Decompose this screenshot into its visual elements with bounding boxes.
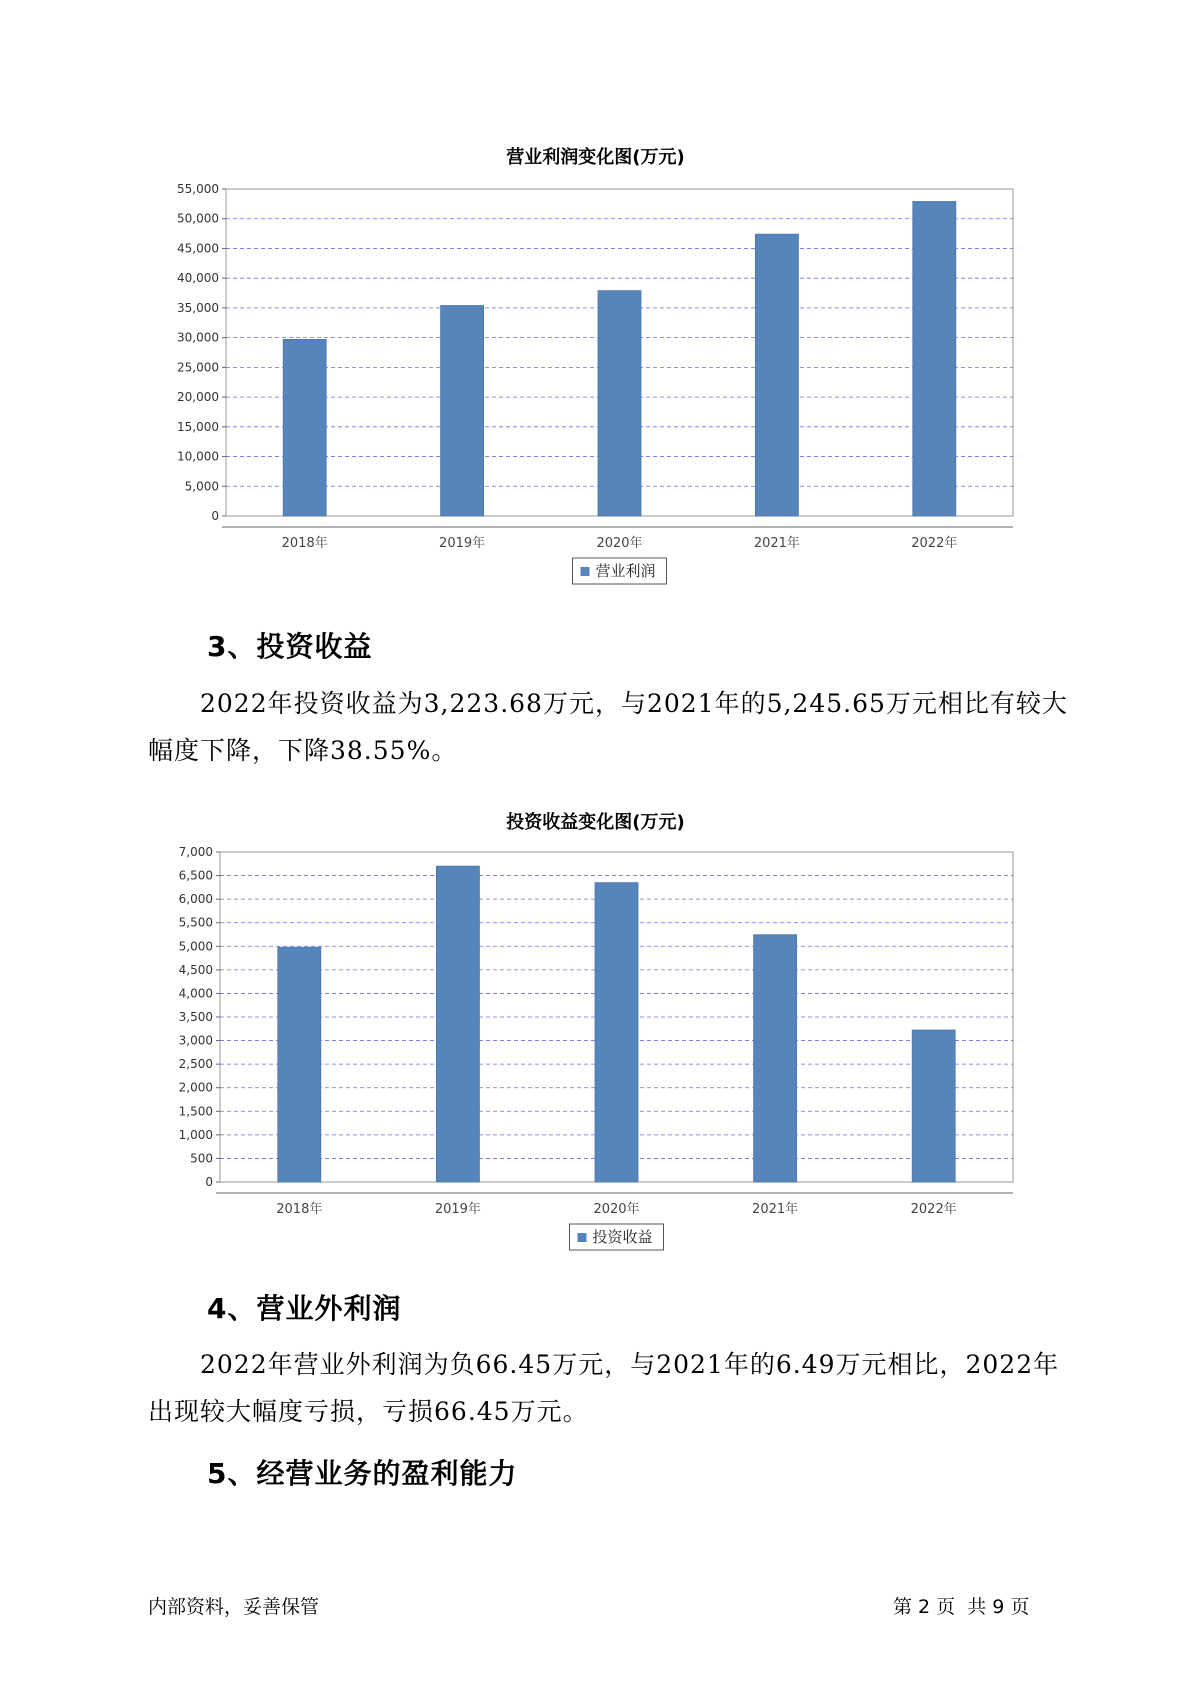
bar	[754, 935, 797, 1182]
x-tick-label: 2020年	[596, 536, 643, 551]
y-tick-label: 0	[211, 509, 219, 523]
y-tick-label: 4,000	[178, 986, 213, 1001]
bar	[598, 291, 641, 516]
y-tick-label: 3,000	[178, 1033, 213, 1048]
y-tick-label: 3,500	[178, 1010, 213, 1024]
footer-page-number: 第 2 页 共 9 页	[893, 1596, 1030, 1618]
y-tick-label: 5,500	[178, 915, 213, 930]
bar	[441, 306, 484, 516]
x-tick-label: 2021年	[752, 1202, 799, 1217]
y-tick-label: 1,500	[178, 1104, 213, 1119]
y-tick-label: 25,000	[177, 360, 219, 375]
bar	[278, 947, 321, 1182]
bar	[283, 339, 326, 516]
section3-heading: 3、投资收益	[207, 630, 373, 663]
y-tick-label: 7,000	[178, 845, 213, 859]
footer-left: 内部资料，妥善保管	[148, 1596, 320, 1618]
y-tick-label: 6,500	[178, 868, 213, 883]
y-tick-label: 5,000	[178, 939, 213, 954]
x-tick-label: 2018年	[281, 536, 328, 551]
legend-swatch	[581, 567, 590, 576]
legend-label: 营业利润	[595, 562, 656, 580]
y-tick-label: 20,000	[177, 390, 219, 405]
bar	[436, 866, 479, 1182]
section4-heading: 4、营业外利润	[207, 1292, 402, 1325]
x-tick-label: 2022年	[911, 536, 958, 551]
x-tick-label: 2022年	[910, 1202, 957, 1217]
y-tick-label: 15,000	[177, 419, 219, 434]
y-tick-label: 2,000	[178, 1080, 213, 1095]
chart1-title: 营业利润变化图(万元)	[506, 147, 685, 168]
bar	[595, 883, 638, 1182]
y-tick-label: 35,000	[177, 300, 219, 315]
x-tick-label: 2019年	[439, 536, 486, 551]
section4-paragraph: 2022年营业外利润为负66.45万元，与2021年的6.49万元相比，2022年出现较大幅度亏损，亏损66.45万元。	[148, 1350, 1060, 1426]
legend-label: 投资收益	[592, 1228, 653, 1246]
x-tick-label: 2020年	[593, 1202, 640, 1217]
bar	[755, 234, 798, 516]
bar	[913, 201, 956, 516]
investment-income-chart	[0, 835, 1191, 1255]
y-tick-label: 500	[190, 1151, 213, 1166]
y-tick-label: 1,000	[178, 1127, 213, 1142]
y-tick-label: 5,000	[184, 479, 219, 494]
y-tick-label: 4,500	[178, 962, 213, 977]
section5-heading: 5、经营业务的盈利能力	[207, 1457, 518, 1490]
y-tick-label: 30,000	[177, 330, 219, 345]
y-tick-label: 40,000	[177, 271, 219, 286]
y-tick-label: 2,500	[178, 1057, 213, 1072]
x-tick-label: 2019年	[434, 1202, 481, 1217]
y-tick-label: 0	[205, 1175, 213, 1189]
y-tick-label: 50,000	[177, 211, 219, 226]
legend-swatch	[578, 1233, 587, 1242]
x-tick-label: 2021年	[753, 536, 800, 551]
x-tick-label: 2018年	[276, 1202, 323, 1217]
y-tick-label: 55,000	[177, 182, 219, 196]
chart2-title: 投资收益变化图(万元)	[506, 812, 685, 833]
y-tick-label: 6,000	[178, 892, 213, 907]
section3-paragraph: 2022年投资收益为3,223.68万元，与2021年的5,245.65万元相比有较大幅度下降，下降38.55%。	[148, 689, 1068, 765]
y-tick-label: 10,000	[177, 449, 219, 464]
operating-profit-chart	[0, 170, 1191, 590]
bar	[912, 1030, 955, 1182]
y-tick-label: 45,000	[177, 241, 219, 256]
